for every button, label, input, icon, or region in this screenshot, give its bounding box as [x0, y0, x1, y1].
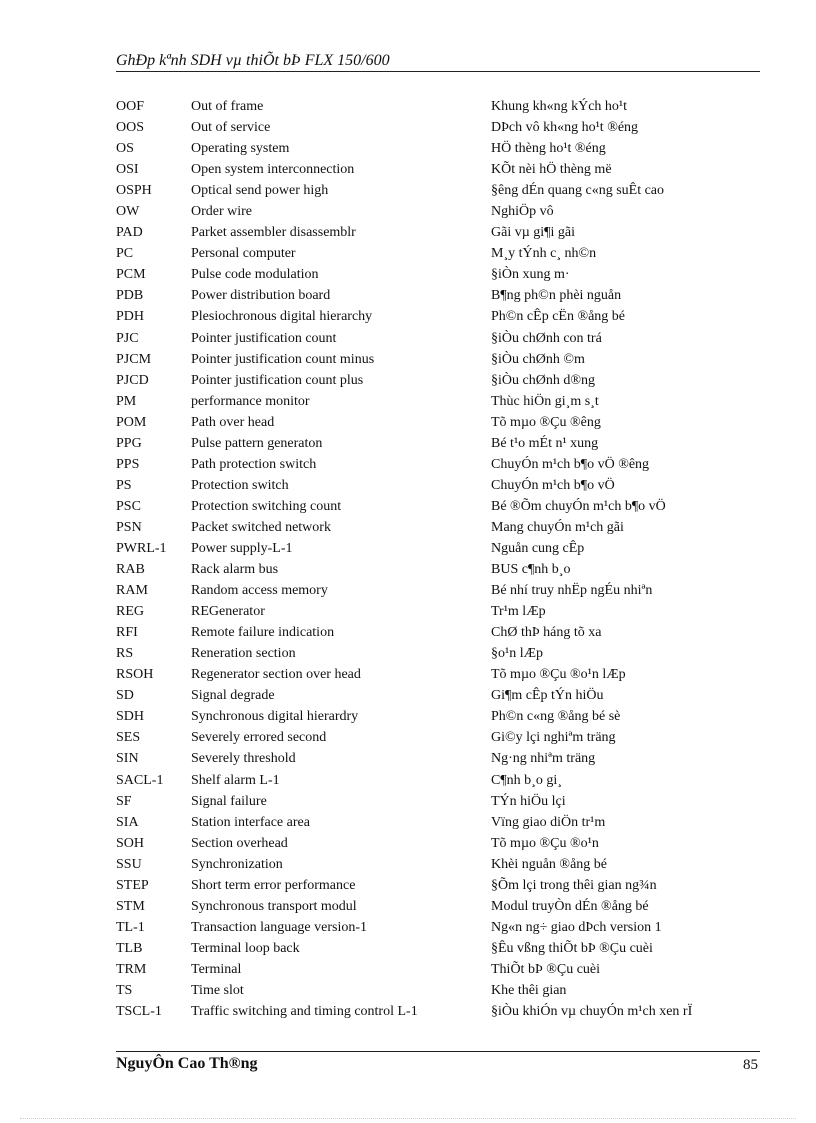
vietnamese-term: Tõ mµo ®Çu ®o¹n lÆp	[491, 667, 626, 683]
vietnamese-term: HÖ thèng ho¹t ®éng	[491, 141, 606, 157]
english-term: Out of service	[191, 120, 271, 136]
table-row	[116, 959, 766, 980]
vietnamese-term: Gi©y lçi nghiªm träng	[491, 730, 616, 746]
english-term: Traffic switching and timing control L-1	[191, 1004, 418, 1020]
english-term: Pointer justification count minus	[191, 351, 375, 367]
english-term: Path protection switch	[191, 456, 317, 472]
abbreviation: RAM	[116, 583, 148, 599]
english-term: Pointer justification count plus	[191, 372, 364, 388]
vietnamese-term: ChØ thÞ háng tõ xa	[491, 625, 602, 641]
vietnamese-term: Bé nhí truy nhËp ngÉu nhiªn	[491, 583, 653, 599]
abbreviation: STEP	[116, 877, 149, 893]
table-row	[116, 917, 766, 938]
vietnamese-term: §iÒu chØnh d®ng	[491, 372, 595, 388]
vietnamese-term: Ng«n ng÷ giao dÞch version 1	[491, 919, 662, 935]
vietnamese-term: Bé t¹o mÉt n¹ xung	[491, 435, 599, 451]
english-term: Random access memory	[191, 583, 328, 599]
table-row	[116, 454, 766, 475]
english-term: performance monitor	[191, 393, 310, 409]
table-row	[116, 370, 766, 391]
abbreviation: TRM	[116, 961, 147, 977]
english-term: Power supply-L-1	[191, 541, 293, 556]
abbreviation: TL-1	[116, 919, 145, 935]
english-term: Pointer justification count	[191, 330, 337, 346]
vietnamese-term: Tõ mµo ®Çu ®êng	[491, 414, 601, 430]
vietnamese-term: C¶nh b¸o gi¸	[491, 772, 562, 788]
vietnamese-term: ChuyÓn m¹ch b¶o vÖ	[491, 477, 615, 493]
abbreviation: PPS	[116, 456, 140, 472]
table-row	[116, 159, 766, 180]
table-row	[116, 306, 766, 327]
table-row	[116, 391, 766, 412]
abbreviation: STM	[116, 898, 145, 914]
vietnamese-term: §Êu vßng thiÕt bÞ ®Çu cuèi	[491, 940, 653, 956]
abbreviation: PM	[116, 393, 137, 409]
vietnamese-term: DÞch vô kh«ng ho¹t ®éng	[491, 120, 639, 136]
vietnamese-term: §iÒu chØnh ©m	[491, 351, 585, 367]
footer-author: NguyÔn Cao Th®ng	[116, 1055, 258, 1072]
table-row	[116, 748, 766, 769]
vietnamese-term: Thùc hiÖn gi¸m s¸t	[491, 393, 599, 409]
table-row	[116, 138, 766, 159]
abbreviation: PDB	[116, 288, 144, 304]
abbreviation: PJC	[116, 330, 139, 346]
vietnamese-term: ChuyÓn m¹ch b¶o vÖ ®êng	[491, 456, 650, 472]
abbreviation: PCM	[116, 267, 146, 283]
abbreviation: SD	[116, 688, 134, 704]
abbreviation: PJCM	[116, 351, 152, 367]
table-row	[116, 538, 766, 559]
table-row	[116, 285, 766, 306]
english-term: Synchronization	[191, 856, 283, 872]
vietnamese-term: B¶ng ph©n phèi nguån	[491, 288, 622, 304]
vietnamese-term: §Õm lçi trong thêi gian ng¾n	[491, 877, 657, 893]
table-row	[116, 412, 766, 433]
vietnamese-term: TÝn hiÖu lçi	[491, 793, 566, 809]
abbreviation: OOS	[116, 120, 145, 136]
english-term: Plesiochronous digital hierarchy	[191, 309, 373, 325]
vietnamese-term: Khe thêi gian	[491, 982, 567, 998]
english-term: Operating system	[191, 141, 290, 157]
table-row	[116, 980, 766, 1001]
vietnamese-term: Khèi nguån ®ång bé	[491, 856, 607, 872]
table-row	[116, 243, 766, 264]
vietnamese-term: Nguån cung cÊp	[491, 541, 585, 556]
abbreviation: PS	[116, 477, 132, 493]
abbreviation: OOF	[116, 99, 145, 115]
vietnamese-term: ThiÕt bÞ ®Çu cuèi	[491, 961, 601, 977]
vietnamese-term: Gãi vµ gi¶i gãi	[491, 225, 576, 241]
english-term: Severely errored second	[191, 730, 327, 746]
abbreviation: PPG	[116, 435, 142, 451]
english-term: Regenerator section over head	[191, 667, 361, 683]
table-row	[116, 833, 766, 854]
vietnamese-term: §iÒu khiÓn vµ chuyÓn m¹ch xen rÏ	[491, 1004, 693, 1020]
abbreviation: TSCL-1	[116, 1004, 162, 1020]
english-term: REGenerator	[191, 604, 265, 620]
abbreviation: OSI	[116, 162, 139, 178]
table-row	[116, 117, 766, 138]
vietnamese-term: BUS c¶nh b¸o	[491, 562, 571, 578]
abbreviation: OSPH	[116, 183, 152, 199]
table-row	[116, 664, 766, 685]
abbreviation: PC	[116, 246, 134, 262]
vietnamese-term: KÕt nèi hÖ thèng më	[491, 162, 612, 178]
abbreviation: TS	[116, 982, 133, 998]
abbreviation: OW	[116, 204, 140, 220]
vietnamese-term: Bé ®Õm chuyÓn m¹ch b¶o vÖ	[491, 498, 666, 514]
english-term: Rack alarm bus	[191, 562, 279, 578]
english-term: Out of frame	[191, 99, 264, 115]
table-row	[116, 812, 766, 833]
table-row	[116, 96, 766, 117]
vietnamese-term: §o¹n lÆp	[491, 646, 544, 662]
table-row	[116, 517, 766, 538]
abbreviation: TLB	[116, 940, 143, 956]
english-term: Terminal loop back	[191, 940, 300, 956]
english-term: Packet switched network	[191, 519, 331, 535]
abbreviation: PJCD	[116, 372, 149, 388]
abbreviation: PSC	[116, 498, 141, 514]
abbreviation: SF	[116, 793, 132, 809]
english-term: Signal failure	[191, 793, 267, 809]
english-term: Protection switching count	[191, 498, 342, 514]
abbreviation: RFI	[116, 625, 138, 641]
english-term: Order wire	[191, 204, 253, 220]
english-term: Path over head	[191, 414, 275, 430]
vietnamese-term: Ng·ng nhiªm träng	[491, 751, 596, 767]
table-row	[116, 791, 766, 812]
vietnamese-term: Gi¶m cÊp tÝn hiÖu	[491, 688, 604, 704]
english-term: Synchronous transport modul	[191, 898, 357, 914]
header-rule	[116, 71, 760, 72]
english-term: Severely threshold	[191, 751, 296, 767]
table-row	[116, 433, 766, 454]
english-term: Reneration section	[191, 646, 296, 662]
table-row	[116, 706, 766, 727]
english-term: Personal computer	[191, 246, 296, 262]
english-term: Open system interconnection	[191, 162, 355, 178]
table-row	[116, 727, 766, 748]
abbreviation: SACL-1	[116, 772, 164, 788]
abbreviation: SIN	[116, 751, 139, 767]
vietnamese-term: Modul truyÒn dÉn ®ång bé	[491, 898, 649, 914]
vietnamese-term: §iÒu chØnh con trá	[491, 330, 602, 346]
english-term: Parket assembler disassemblr	[191, 225, 356, 241]
abbreviation: PWRL-1	[116, 541, 167, 556]
abbreviation: RSOH	[116, 667, 154, 683]
abbreviation: POM	[116, 414, 147, 430]
vietnamese-term: Ph©n cÊp cËn ®ång bé	[491, 309, 626, 325]
abbreviation: RS	[116, 646, 134, 662]
english-term: Section overhead	[191, 835, 288, 851]
abbreviation: OS	[116, 141, 134, 157]
abbreviation: REG	[116, 604, 144, 620]
table-row	[116, 496, 766, 517]
vietnamese-term: Mang chuyÓn m¹ch gãi	[491, 519, 624, 535]
abbreviation: SSU	[116, 856, 142, 872]
abbreviation-table	[116, 96, 766, 1022]
english-term: Terminal	[191, 961, 242, 977]
abbreviation: PAD	[116, 225, 143, 241]
english-term: Signal degrade	[191, 688, 275, 704]
table-row	[116, 770, 766, 791]
vietnamese-term: Tõ mµo ®Çu ®o¹n	[491, 835, 599, 851]
english-term: Transaction language version-1	[191, 919, 367, 935]
table-row	[116, 475, 766, 496]
vietnamese-term: NghiÖp vô	[491, 204, 554, 220]
english-term: Time slot	[191, 982, 244, 998]
table-row	[116, 938, 766, 959]
english-term: Pulse code modulation	[191, 267, 319, 283]
abbreviation: SDH	[116, 709, 145, 725]
abbreviation-table-body	[116, 96, 766, 1022]
english-term: Shelf alarm L-1	[191, 772, 280, 788]
table-row	[116, 328, 766, 349]
table-row	[116, 622, 766, 643]
abbreviation: SOH	[116, 835, 145, 851]
english-term: Pulse pattern generaton	[191, 435, 323, 451]
page-number: 85	[743, 1057, 758, 1073]
table-row	[116, 601, 766, 622]
english-term: Power distribution board	[191, 288, 331, 304]
english-term: Station interface area	[191, 814, 310, 830]
english-term: Short term error performance	[191, 877, 356, 893]
abbreviation: SIA	[116, 814, 139, 830]
table-row	[116, 643, 766, 664]
vietnamese-term: §iÒn xung m·	[491, 267, 570, 283]
page-bottom-dotted-line	[20, 1118, 796, 1119]
vietnamese-term: Ph©n c«ng ®ång bé sè	[491, 709, 621, 725]
vietnamese-term: §êng dÉn quang c«ng suÊt cao	[491, 183, 665, 199]
table-row	[116, 685, 766, 706]
table-row	[116, 222, 766, 243]
table-row	[116, 349, 766, 370]
table-row	[116, 896, 766, 917]
page-header-title: GhĐp kªnh SDH vµ thiÕt bÞ FLX 150/600	[116, 52, 390, 69]
table-row	[116, 180, 766, 201]
english-term: Optical send power high	[191, 183, 329, 199]
table-row	[116, 854, 766, 875]
table-row	[116, 580, 766, 601]
english-term: Synchronous digital hierardry	[191, 709, 359, 725]
table-row	[116, 559, 766, 580]
vietnamese-term: Tr¹m lÆp	[491, 604, 546, 620]
vietnamese-term: M¸y tÝnh c¸ nh©n	[491, 246, 597, 262]
abbreviation: PDH	[116, 309, 145, 325]
footer-rule	[116, 1051, 760, 1052]
english-term: Remote failure indication	[191, 625, 335, 641]
vietnamese-term: Khung kh«ng kÝch ho¹t	[491, 99, 628, 115]
vietnamese-term: Vïng giao diÖn tr¹m	[491, 814, 606, 830]
table-row	[116, 875, 766, 896]
abbreviation: RAB	[116, 562, 145, 578]
table-row	[116, 1001, 766, 1022]
english-term: Protection switch	[191, 477, 289, 493]
table-row	[116, 264, 766, 285]
table-row	[116, 201, 766, 222]
abbreviation: PSN	[116, 519, 142, 535]
abbreviation: SES	[116, 730, 141, 746]
